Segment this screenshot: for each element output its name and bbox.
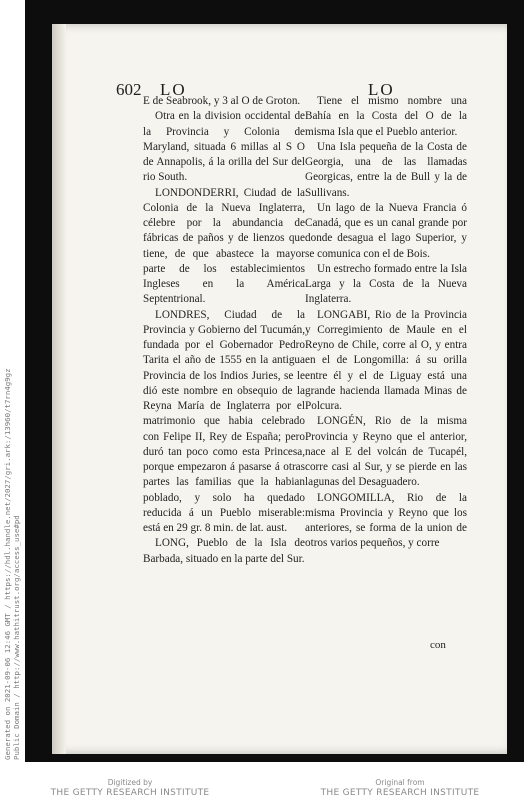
left-entry-1: Otra en la division occidental de la Provincia y Colonia de Maryland, situada 6 millas al S O de Annapolis, á la orilla del Sur del rio South. (143, 110, 305, 184)
page-number: 602 (116, 80, 142, 99)
original-holder-name: THE GETTY RESEARCH INSTITUTE (320, 788, 480, 798)
left-column (143, 94, 305, 567)
right-entry-1: Una Isla pequeña de la Costa de Georgia, una de las llamadas Georgicas, entre la de Bull y la de Sullivans. (305, 140, 467, 199)
right-entry-0: Tiene el mismo nombre una Bahía en la Costa del O de la misma Isla que el Pueblo anterior. (305, 95, 467, 138)
left-entry-3: LONDRES, Ciudad de la Provincia y Gobierno del Tucumán, fundada por el Gobernador Pedro Tarita el año de 1555 en la antigua Provincia de los Indios Juries, se le dió este nombre en obsequio de la Reyna María de Inglaterra por el matrimonio que habia celebrado con Felipe II, Rey de España; pero duró tan poco como esta Princesa, porque empezaron á pasarse á otras partes las familias que la habian poblado, y solo ha quedado reducida á un Pueblo miserable: está en 29 gr. 8 min. de lat. aust. (143, 308, 305, 534)
right-entry-6: LONGOMILLA, Rio de la misma Provincia y Reyno que los anteriores, se forma de la union de otros varios pequeños, y corre (305, 491, 467, 550)
hathitrust-side-note (3, 368, 21, 760)
right-entry-3: Un estrecho formado entre la Isla Larga y la Costa de la Nueva Inglaterra. (305, 262, 467, 306)
left-entry-0: E de Seabrook, y 3 al O de Groton. (143, 95, 301, 107)
left-entry-4: LONG, Pueblo de la Isla de Barbada, situado en la parte del Sur. (143, 537, 305, 565)
catchword: con (430, 639, 446, 651)
right-entry-5: LONGÉN, Rio de la misma Provincia y Reyno que el anterior, nace al E del volcán de Tucapél, corre casi al Sur, y se pierde en las lagunas del Desaguadero. (305, 415, 467, 489)
digitized-by-credit (40, 778, 220, 798)
right-entry-2: Un lago de la Nueva Francia ó Canadá, que es un canal grande por donde desagua el lago Superior, y se comunica con el de Bois. (305, 201, 467, 260)
right-running-head: LO (368, 80, 395, 99)
side-note-line-2: Public Domain / http://www.hathitrust.org/access_use#pd (12, 515, 21, 760)
left-running-head: LO (160, 80, 187, 99)
digitized-by-label: Digitized by (107, 778, 153, 787)
page-gutter-shadow (52, 24, 66, 754)
right-column (305, 94, 467, 552)
original-from-credit (310, 778, 490, 798)
side-note-line-1: Generated on 2021-09-06 12:46 GMT / https://hdl.handle.net/2027/gri.ark:/13960/t7rn4g9gz (3, 368, 12, 760)
digitizer-name: THE GETTY RESEARCH INSTITUTE (50, 788, 210, 798)
right-entry-4: LONGABI, Rio de la Provincia y Corregimiento de Maule en el Reyno de Chile, corre al O, y entra en el de Longomilla: á su orilla entre él y el de Liguay está una grande hacienda llamada Minas de Polcura. (305, 308, 467, 412)
left-entry-2: LONDONDERRI, Ciudad de la Colonia de la Nueva Inglaterra, célebre por la abundancia de fábricas de paños y de lienzos que tiene, de que abastece la mayor parte de los establecimientos Ingleses en la América Septentrional. (143, 186, 305, 306)
original-from-label: Original from (375, 778, 425, 787)
